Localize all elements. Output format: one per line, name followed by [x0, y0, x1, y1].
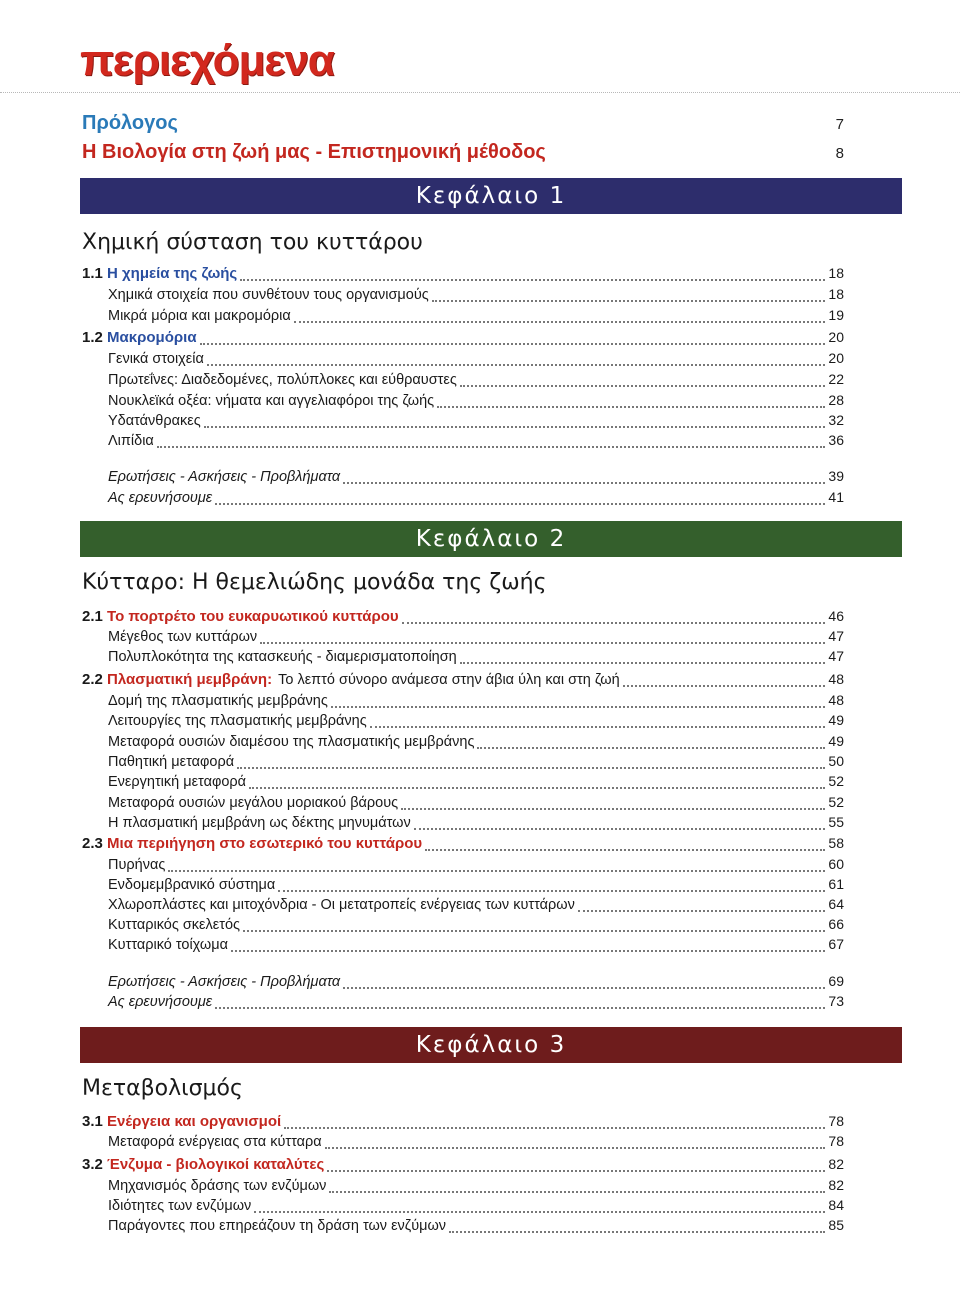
toc-entry-label: Ας ερευνήσουμε	[108, 490, 213, 506]
toc-entry-page: 82	[828, 1177, 844, 1193]
chapter-3-title: Μεταβολισμός	[82, 1076, 243, 1101]
toc-entry-label: Μέγεθος των κυττάρων	[108, 629, 258, 645]
toc-entry-page: 78	[828, 1133, 844, 1149]
toc-entry-page: 47	[828, 628, 844, 644]
toc-entry-label: Ιδιότητες των ενζύμων	[108, 1198, 252, 1214]
section-number: 3.2	[82, 1156, 103, 1173]
toc-entry-label: Ενδομεμβρανικό σύστημα	[108, 877, 276, 893]
leader-dots	[237, 767, 825, 769]
toc-entry[interactable]	[108, 1177, 844, 1197]
toc-entry[interactable]	[108, 371, 844, 391]
toc-entry-page: 18	[828, 286, 844, 302]
chapter-2-banner-label: Κεφάλαιο 2	[415, 526, 567, 552]
toc-entry-page: 18	[828, 265, 844, 281]
toc-entry-exercises[interactable]	[108, 973, 844, 993]
toc-entry[interactable]	[108, 773, 844, 793]
leader-dots	[329, 1191, 825, 1193]
section-title: Μια περιήγηση στο εσωτερικό του κυττάρου	[107, 835, 423, 852]
chapter-3-banner-label: Κεφάλαιο 3	[415, 1032, 567, 1058]
section-subtitle: Το λεπτό σύνορο ανάμεσα στην άβια ύλη και στη ζωή	[278, 672, 620, 688]
toc-entry[interactable]	[108, 307, 844, 327]
toc-entry-page: 48	[828, 671, 844, 687]
intro-entry-page: 8	[835, 145, 844, 162]
toc-entry-page: 60	[828, 856, 844, 872]
section-number: 1.2	[82, 329, 103, 346]
toc-entry[interactable]	[108, 814, 844, 834]
toc-entry-page: 73	[828, 993, 844, 1009]
leader-dots	[331, 706, 826, 708]
toc-entry-page: 28	[828, 392, 844, 408]
toc-entry-label: Χημικά στοιχεία που συνθέτουν τους οργανισμούς	[108, 287, 429, 303]
chapter-2-title: Κύτταρο: Η θεμελιώδης μονάδα της ζωής	[82, 570, 547, 595]
toc-section-2-2[interactable]	[82, 671, 844, 691]
toc-entry[interactable]	[108, 1197, 844, 1217]
toc-entry[interactable]	[108, 936, 844, 956]
toc-entry[interactable]	[108, 412, 844, 432]
leader-dots	[278, 890, 825, 892]
toc-entry[interactable]	[108, 896, 844, 916]
leader-dots	[243, 930, 825, 932]
leader-dots	[449, 1231, 825, 1233]
toc-entry-page: 20	[828, 350, 844, 366]
toc-entry-label: Δομή της πλασματικής μεμβράνης	[108, 693, 328, 709]
leader-dots	[215, 503, 825, 505]
toc-section-2-1[interactable]	[82, 608, 844, 628]
toc-entry-label: Μεταφορά ενέργειας στα κύτταρα	[108, 1134, 322, 1150]
section-title: Μακρομόρια	[107, 329, 197, 346]
toc-entry-page: 78	[828, 1113, 844, 1129]
toc-entry-label: Πρωτεΐνες: Διαδεδομένες, πολύπλοκες και εύθραυστες	[108, 372, 457, 388]
toc-entry-page: 52	[828, 794, 844, 810]
leader-dots	[254, 1211, 825, 1213]
section-title: Το πορτρέτο του ευκαρυωτικού κυττάρου	[107, 608, 399, 625]
leader-dots	[327, 1170, 825, 1172]
toc-entry-exercises[interactable]	[108, 468, 844, 488]
leader-dots	[294, 321, 826, 323]
toc-entry-page: 20	[828, 329, 844, 345]
title-divider	[0, 92, 960, 93]
toc-entry[interactable]	[108, 856, 844, 876]
leader-dots	[240, 279, 825, 281]
leader-dots	[207, 364, 826, 366]
leader-dots	[414, 828, 826, 830]
toc-entry-label: Νουκλεϊκά οξέα: νήματα και αγγελιαφόροι της ζωής	[108, 393, 435, 409]
section-title: Η χημεία της ζωής	[107, 265, 238, 282]
toc-entry-label: Η πλασματική μεμβράνη ως δέκτης μηνυμάτων	[108, 815, 411, 831]
leader-dots	[325, 1147, 826, 1149]
toc-entry-label	[82, 329, 197, 346]
toc-entry[interactable]	[108, 794, 844, 814]
toc-entry[interactable]	[108, 753, 844, 773]
leader-dots	[157, 446, 826, 448]
toc-entry-label: Ενεργητική μεταφορά	[108, 774, 247, 790]
leader-dots	[437, 406, 825, 408]
toc-entry-label: Μεταφορά ουσιών μεγάλου μοριακού βάρους	[108, 795, 399, 811]
intro-entry-prologue[interactable]	[82, 112, 844, 135]
toc-entry[interactable]	[108, 350, 844, 370]
toc-entry-page: 39	[828, 468, 844, 484]
section-number: 3.1	[82, 1113, 103, 1130]
toc-entry-page: 36	[828, 432, 844, 448]
toc-entry-page: 22	[828, 371, 844, 387]
toc-entry-label: Υδατάνθρακες	[108, 413, 201, 429]
toc-entry-research[interactable]	[108, 993, 844, 1013]
toc-entry-label: Ερωτήσεις - Ασκήσεις - Προβλήματα	[108, 469, 341, 485]
toc-section-1-2[interactable]	[82, 329, 844, 349]
toc-entry-page: 48	[828, 692, 844, 708]
toc-entry-label: Μικρά μόρια και μακρομόρια	[108, 308, 291, 324]
toc-entry-page: 49	[828, 712, 844, 728]
toc-entry-label: Κυτταρικός σκελετός	[108, 917, 241, 933]
leader-dots	[623, 685, 826, 687]
section-number: 2.1	[82, 608, 103, 625]
toc-entry-research[interactable]	[108, 489, 844, 509]
leader-dots	[168, 870, 825, 872]
leader-dots	[343, 987, 825, 989]
toc-entry-page: 55	[828, 814, 844, 830]
toc-entry-page: 69	[828, 973, 844, 989]
toc-entry[interactable]	[108, 1133, 844, 1153]
intro-entry-biology[interactable]	[82, 141, 844, 164]
leader-dots	[460, 385, 826, 387]
leader-dots	[578, 910, 826, 912]
toc-entry[interactable]	[108, 628, 844, 648]
leader-dots	[432, 300, 826, 302]
section-number: 2.2	[82, 671, 103, 688]
section-title: Πλασματική μεμβράνη:	[107, 671, 273, 688]
toc-entry-label: Χλωροπλάστες και μιτοχόνδρια - Οι μετατροπείς ενέργειας των κυττάρων	[108, 897, 575, 913]
section-number: 1.1	[82, 265, 103, 282]
toc-entry-label: Ας ερευνήσουμε	[108, 994, 213, 1010]
chapter-3-banner	[80, 1027, 902, 1063]
toc-entry-label: Πολυπλοκότητα της κατασκευής - διαμερισματοποίηση	[108, 649, 457, 665]
toc-section-3-2[interactable]	[82, 1156, 844, 1176]
toc-entry-page: 46	[828, 608, 844, 624]
toc-entry-label: Γενικά στοιχεία	[108, 351, 204, 367]
toc-entry-label: Λειτουργίες της πλασματικής μεμβράνης	[108, 713, 367, 729]
toc-entry-label: Λιπίδια	[108, 433, 154, 449]
toc-entry-page: 47	[828, 648, 844, 664]
chapter-1-banner-label: Κεφάλαιο 1	[415, 183, 567, 209]
toc-entry-page: 52	[828, 773, 844, 789]
section-title: Ενέργεια και οργανισμοί	[107, 1113, 282, 1130]
toc-entry-page: 84	[828, 1197, 844, 1213]
toc-entry-label	[82, 671, 620, 688]
toc-entry-page: 58	[828, 835, 844, 851]
leader-dots	[402, 622, 826, 624]
leader-dots	[370, 726, 826, 728]
toc-entry[interactable]	[108, 712, 844, 732]
leader-dots	[200, 343, 826, 345]
toc-entry-page: 64	[828, 896, 844, 912]
toc-entry[interactable]	[108, 733, 844, 753]
intro-entry-label: Πρόλογος	[82, 112, 178, 134]
intro-entry-label: Η Βιολογία στη ζωή μας - Επιστημονική μέθοδος	[82, 141, 546, 163]
toc-entry-label: Μηχανισμός δράσης των ενζύμων	[108, 1178, 327, 1194]
toc-entry-label	[82, 835, 422, 852]
toc-entry-page: 67	[828, 936, 844, 952]
toc-entry-label	[82, 1156, 324, 1173]
toc-entry-page: 85	[828, 1217, 844, 1233]
toc-entry-label: Μεταφορά ουσιών διαμέσου της πλασματικής μεμβράνης	[108, 734, 475, 750]
intro-entry-page: 7	[835, 116, 844, 133]
toc-entry-page: 19	[828, 307, 844, 323]
toc-entry[interactable]	[108, 692, 844, 712]
toc-entry-page: 82	[828, 1156, 844, 1172]
section-title: Ένζυμα - βιολογικοί καταλύτες	[107, 1156, 325, 1173]
leader-dots	[425, 849, 825, 851]
toc-entry[interactable]	[108, 286, 844, 306]
toc-entry-label: Κυτταρικό τοίχωμα	[108, 937, 228, 953]
toc-section-1-1[interactable]	[82, 265, 844, 285]
toc-entry-page: 66	[828, 916, 844, 932]
toc-entry[interactable]	[108, 916, 844, 936]
toc-entry-label	[82, 1113, 281, 1130]
toc-entry[interactable]	[108, 648, 844, 668]
toc-entry[interactable]	[108, 1217, 844, 1237]
leader-dots	[284, 1127, 825, 1129]
toc-entry[interactable]	[108, 432, 844, 452]
leader-dots	[231, 950, 825, 952]
toc-entry-label: Πυρήνας	[108, 857, 166, 873]
chapter-2-banner	[80, 521, 902, 557]
toc-entry-page: 49	[828, 733, 844, 749]
toc-entry[interactable]	[108, 876, 844, 896]
leader-dots	[477, 747, 825, 749]
chapter-1-title: Χημική σύσταση του κυττάρου	[82, 230, 423, 255]
page-title: περιεχόμενα	[80, 36, 334, 85]
leader-dots	[343, 482, 825, 484]
toc-entry-label	[82, 608, 399, 625]
leader-dots	[249, 787, 825, 789]
leader-dots	[460, 662, 826, 664]
toc-entry-page: 50	[828, 753, 844, 769]
toc-entry-page: 61	[828, 876, 844, 892]
section-number: 2.3	[82, 835, 103, 852]
toc-entry-label: Παθητική μεταφορά	[108, 754, 235, 770]
toc-entry-label: Ερωτήσεις - Ασκήσεις - Προβλήματα	[108, 974, 341, 990]
toc-entry-page: 32	[828, 412, 844, 428]
leader-dots	[260, 642, 825, 644]
toc-entry-label	[82, 265, 237, 282]
toc-entry-page: 41	[828, 489, 844, 505]
leader-dots	[401, 808, 825, 810]
toc-section-2-3[interactable]	[82, 835, 844, 855]
toc-entry[interactable]	[108, 392, 844, 412]
leader-dots	[215, 1007, 825, 1009]
leader-dots	[204, 426, 826, 428]
chapter-1-banner	[80, 178, 902, 214]
toc-entry-label: Παράγοντες που επηρεάζουν τη δράση των ενζύμων	[108, 1218, 447, 1234]
toc-section-3-1[interactable]	[82, 1113, 844, 1133]
